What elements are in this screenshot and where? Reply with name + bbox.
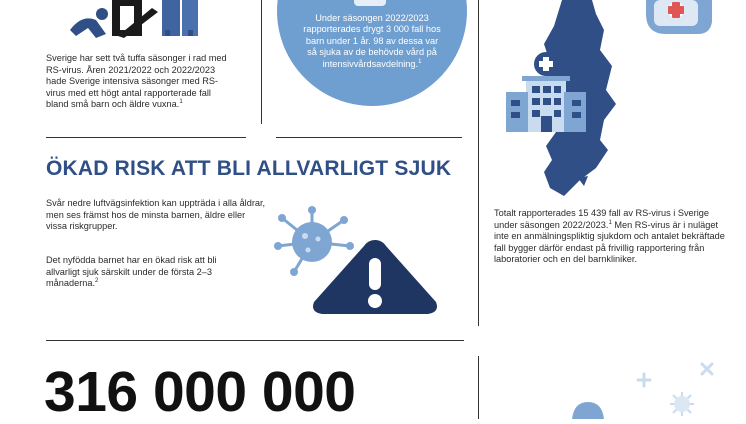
divider-vertical-top [261,0,262,124]
bottom-right-illustration [530,358,746,419]
hospital-icon [506,52,586,132]
divider-left-top [46,137,246,138]
people-illustration [62,0,222,40]
big-number: 316 000 000 [44,360,356,424]
risk-heading: ÖKAD RISK ATT BLI ALLVARLIGT SJUK [46,157,452,180]
seasons-paragraph: Sverige har sett två tuffa säsonger i rad med RS-virus. Åren 2021/2022 och 2022/2023 hade Sverige intensiva säsonger med RS-virus med ett högt antal rapporterade fall bland små barn och äldre vuxna.$^1$ [46,53,227,110]
risk-paragraph-2: Det nyfödda barnet har en ökad risk att bli allvarligt sjuk särskilt under de första 2–3 månaderna.$^2$ [46,255,217,289]
map-paragraph: Totalt rapporterades 15 439 fall av RS-virus i Sverige under säsongen 2022/2023.$^1$ Men RS-virus är i nuläget inte en anmälningspliktig sjukdom och antalet bekräftade fall bygger därför endast på frivillig rapportering från laboratorier och en del barnkliniker. [494,208,725,265]
divider-left-bottom [46,340,464,341]
stat-circle-text: Under säsongen 2022/2023 rapporterades drygt 3 000 fall hos barn under 1 år. 98 av dessa var så sjuka av de behövde vård på intensivvårdsavdelning.$^1$ [303,13,441,69]
divider-vertical-bottom [478,356,479,419]
phone-consult-icon [640,0,718,40]
divider-vertical-right [478,0,479,326]
risk-paragraph-1: Svår nedre luftvägsinfektion kan uppträda i alla åldrar, men ses främst hos de minsta barnen, äldre eller vissa riskgrupper. [46,198,266,232]
divider-mid-top [276,137,462,138]
warning-icon [310,236,440,316]
stat-number-fragment [354,0,386,6]
